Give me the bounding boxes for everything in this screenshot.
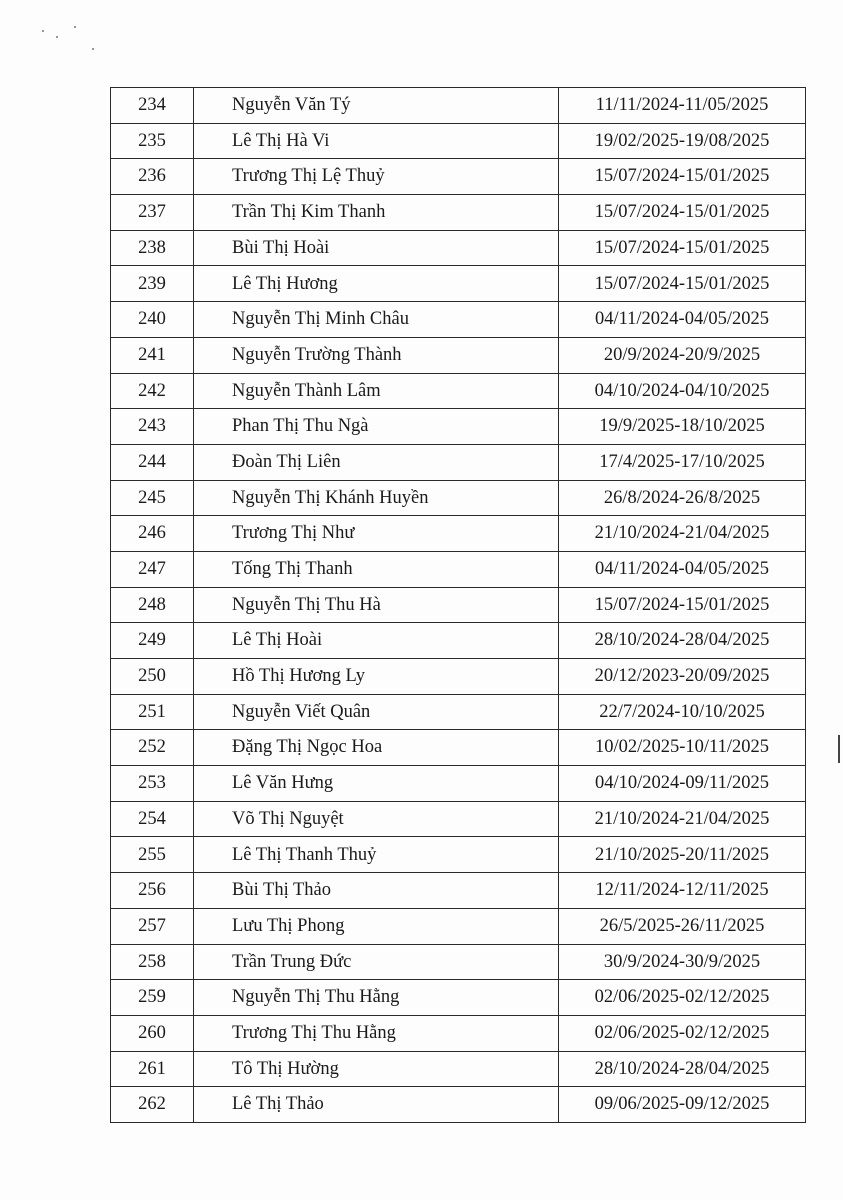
name-cell: Lê Thị Hương: [194, 266, 559, 302]
period-cell: 15/07/2024-15/01/2025: [559, 230, 806, 266]
period-cell: 26/5/2025-26/11/2025: [559, 908, 806, 944]
name-cell: Lưu Thị Phong: [194, 908, 559, 944]
period-cell: 15/07/2024-15/01/2025: [559, 587, 806, 623]
period-cell: 22/7/2024-10/10/2025: [559, 694, 806, 730]
period-cell: 02/06/2025-02/12/2025: [559, 980, 806, 1016]
row-number-cell: 259: [111, 980, 194, 1016]
row-number-cell: 248: [111, 587, 194, 623]
row-number-cell: 244: [111, 444, 194, 480]
name-cell: Nguyễn Văn Tý: [194, 88, 559, 124]
period-cell: 28/10/2024-28/04/2025: [559, 623, 806, 659]
name-cell: Đặng Thị Ngọc Hoa: [194, 730, 559, 766]
name-cell: Nguyễn Trường Thành: [194, 337, 559, 373]
period-cell: 11/11/2024-11/05/2025: [559, 88, 806, 124]
row-number-cell: 242: [111, 373, 194, 409]
table-row: [111, 480, 806, 516]
row-number-cell: 249: [111, 623, 194, 659]
table-row: [111, 88, 806, 124]
name-cell: Lê Thị Hoài: [194, 623, 559, 659]
roster-table-body: [111, 88, 806, 1123]
name-cell: Lê Văn Hưng: [194, 766, 559, 802]
name-cell: Hồ Thị Hương Ly: [194, 659, 559, 695]
period-cell: 21/10/2024-21/04/2025: [559, 801, 806, 837]
table-row: [111, 694, 806, 730]
table-row: [111, 659, 806, 695]
row-number-cell: 237: [111, 195, 194, 231]
name-cell: Đoàn Thị Liên: [194, 444, 559, 480]
name-cell: Lê Thị Thảo: [194, 1087, 559, 1123]
name-cell: Phan Thị Thu Ngà: [194, 409, 559, 445]
name-cell: Nguyễn Thành Lâm: [194, 373, 559, 409]
name-cell: Nguyễn Thị Minh Châu: [194, 302, 559, 338]
table-row: [111, 837, 806, 873]
table-row: [111, 516, 806, 552]
table-row: [111, 623, 806, 659]
row-number-cell: 240: [111, 302, 194, 338]
table-row: [111, 730, 806, 766]
period-cell: 12/11/2024-12/11/2025: [559, 873, 806, 909]
table-row: [111, 266, 806, 302]
table-row: [111, 123, 806, 159]
row-number-cell: 252: [111, 730, 194, 766]
row-number-cell: 257: [111, 908, 194, 944]
table-row: [111, 409, 806, 445]
row-number-cell: 255: [111, 837, 194, 873]
row-number-cell: 243: [111, 409, 194, 445]
scan-edge-mark: [838, 735, 840, 763]
period-cell: 21/10/2024-21/04/2025: [559, 516, 806, 552]
period-cell: 04/11/2024-04/05/2025: [559, 302, 806, 338]
row-number-cell: 251: [111, 694, 194, 730]
period-cell: 10/02/2025-10/11/2025: [559, 730, 806, 766]
row-number-cell: 247: [111, 551, 194, 587]
table-row: [111, 302, 806, 338]
row-number-cell: 239: [111, 266, 194, 302]
period-cell: 20/9/2024-20/9/2025: [559, 337, 806, 373]
period-cell: 19/02/2025-19/08/2025: [559, 123, 806, 159]
table-row: [111, 159, 806, 195]
table-row: [111, 766, 806, 802]
period-cell: 04/10/2024-04/10/2025: [559, 373, 806, 409]
roster-table: [110, 87, 806, 1123]
name-cell: Nguyễn Thị Thu Hà: [194, 587, 559, 623]
table-row: [111, 444, 806, 480]
name-cell: Tống Thị Thanh: [194, 551, 559, 587]
period-cell: 26/8/2024-26/8/2025: [559, 480, 806, 516]
table-row: [111, 587, 806, 623]
table-row: [111, 980, 806, 1016]
name-cell: Trương Thị Thu Hằng: [194, 1015, 559, 1051]
table-row: [111, 1015, 806, 1051]
name-cell: Trương Thị Như: [194, 516, 559, 552]
row-number-cell: 241: [111, 337, 194, 373]
row-number-cell: 234: [111, 88, 194, 124]
row-number-cell: 238: [111, 230, 194, 266]
row-number-cell: 250: [111, 659, 194, 695]
table-row: [111, 551, 806, 587]
period-cell: 02/06/2025-02/12/2025: [559, 1015, 806, 1051]
table-row: [111, 908, 806, 944]
name-cell: Trần Trung Đức: [194, 944, 559, 980]
period-cell: 17/4/2025-17/10/2025: [559, 444, 806, 480]
period-cell: 09/06/2025-09/12/2025: [559, 1087, 806, 1123]
table-row: [111, 373, 806, 409]
name-cell: Bùi Thị Hoài: [194, 230, 559, 266]
period-cell: 15/07/2024-15/01/2025: [559, 159, 806, 195]
table-row: [111, 873, 806, 909]
row-number-cell: 236: [111, 159, 194, 195]
period-cell: 15/07/2024-15/01/2025: [559, 266, 806, 302]
name-cell: Nguyễn Thị Khánh Huyền: [194, 480, 559, 516]
table-row: [111, 337, 806, 373]
row-number-cell: 253: [111, 766, 194, 802]
name-cell: Trần Thị Kim Thanh: [194, 195, 559, 231]
scan-specks: [40, 24, 100, 54]
table-row: [111, 944, 806, 980]
row-number-cell: 261: [111, 1051, 194, 1087]
row-number-cell: 254: [111, 801, 194, 837]
table-row: [111, 195, 806, 231]
name-cell: Trương Thị Lệ Thuỷ: [194, 159, 559, 195]
period-cell: 28/10/2024-28/04/2025: [559, 1051, 806, 1087]
name-cell: Tô Thị Hường: [194, 1051, 559, 1087]
period-cell: 15/07/2024-15/01/2025: [559, 195, 806, 231]
row-number-cell: 258: [111, 944, 194, 980]
row-number-cell: 246: [111, 516, 194, 552]
name-cell: Lê Thị Hà Vi: [194, 123, 559, 159]
table-row: [111, 1051, 806, 1087]
row-number-cell: 235: [111, 123, 194, 159]
name-cell: Bùi Thị Thảo: [194, 873, 559, 909]
period-cell: 19/9/2025-18/10/2025: [559, 409, 806, 445]
name-cell: Lê Thị Thanh Thuỷ: [194, 837, 559, 873]
table-row: [111, 801, 806, 837]
name-cell: Võ Thị Nguyệt: [194, 801, 559, 837]
table-row: [111, 1087, 806, 1123]
name-cell: Nguyễn Viết Quân: [194, 694, 559, 730]
period-cell: 30/9/2024-30/9/2025: [559, 944, 806, 980]
row-number-cell: 262: [111, 1087, 194, 1123]
name-cell: Nguyễn Thị Thu Hằng: [194, 980, 559, 1016]
row-number-cell: 245: [111, 480, 194, 516]
period-cell: 20/12/2023-20/09/2025: [559, 659, 806, 695]
period-cell: 04/11/2024-04/05/2025: [559, 551, 806, 587]
period-cell: 04/10/2024-09/11/2025: [559, 766, 806, 802]
row-number-cell: 256: [111, 873, 194, 909]
period-cell: 21/10/2025-20/11/2025: [559, 837, 806, 873]
table-row: [111, 230, 806, 266]
row-number-cell: 260: [111, 1015, 194, 1051]
